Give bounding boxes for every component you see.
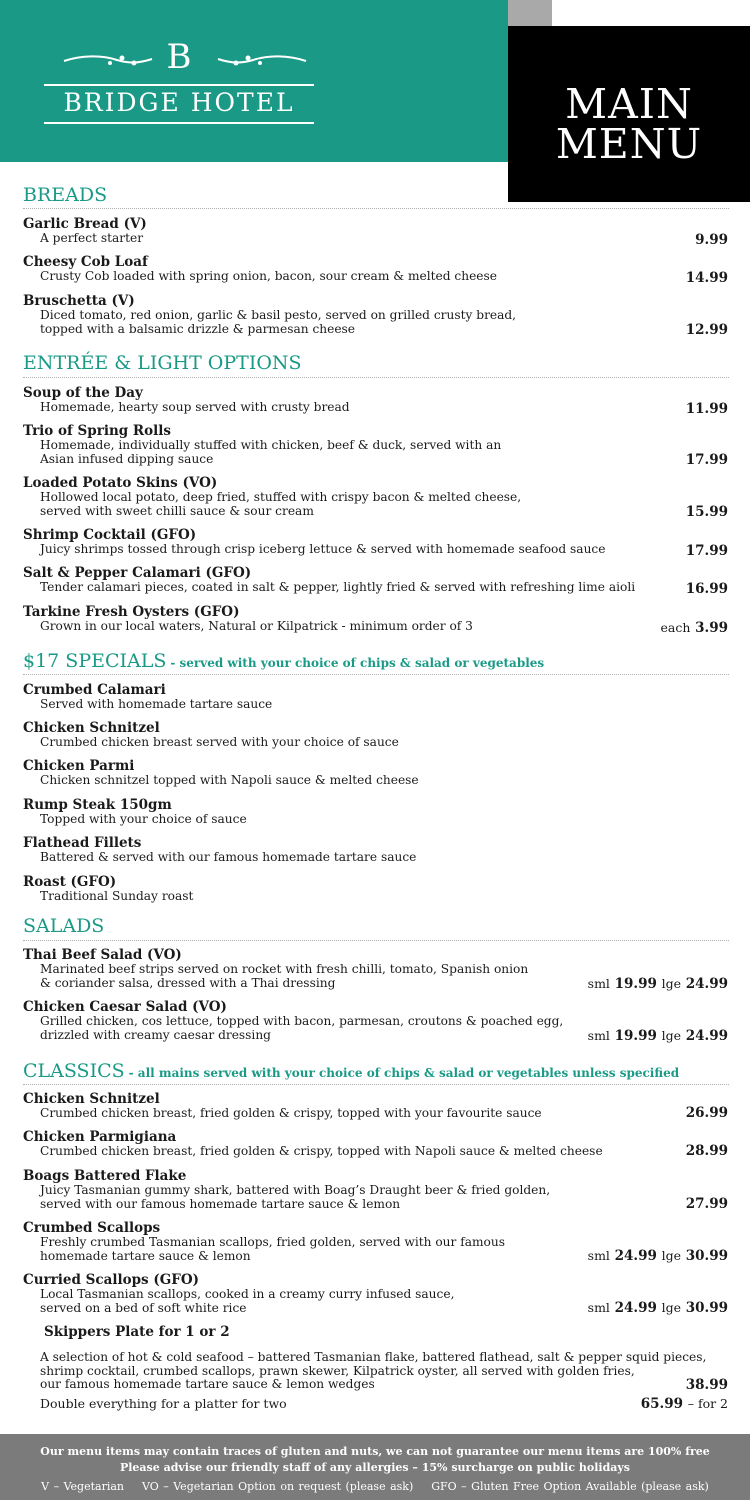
- item-price: 17.99: [685, 452, 728, 468]
- item-price: each 3.99: [660, 620, 728, 636]
- item-price: 15.99: [685, 504, 728, 520]
- menu-item: Boags Battered Flake Juicy Tasmanian gummy shark, battered with Boag’s Draught beer & fried golden, served with our famous homemade tartare sauce & lemon 27.99: [23, 1168, 728, 1212]
- menu-item: Tarkine Fresh Oysters (GFO) Grown in our local waters, Natural or Kilpatrick - minimum order of 3 each 3.99: [23, 604, 728, 636]
- hotel-name: BRIDGE HOTEL: [63, 88, 295, 117]
- menu-item: Garlic Bread (V) A perfect starter 9.99: [23, 216, 728, 248]
- menu-item: Crumbed Calamari Served with homemade tartare sauce: [23, 682, 273, 711]
- section-divider: [23, 940, 729, 941]
- section-title-breads: BREADS: [23, 184, 108, 206]
- menu-item: Salt & Pepper Calamari (GFO) Tender calamari pieces, coated in salt & pepper, lightly fried & served with refreshing lime aioli 16.99: [23, 565, 728, 597]
- menu-item: Chicken Caesar Salad (VO) Grilled chicken, cos lettuce, topped with bacon, parmesan, croutons & poached egg, drizzled with creamy caesar dressing sml 19.99 lge 24.99: [23, 999, 728, 1044]
- item-price: sml 24.99 lge 30.99: [587, 1300, 728, 1316]
- item-price: 65.99 – for 2: [640, 1396, 728, 1412]
- item-price: sml 24.99 lge 30.99: [587, 1248, 728, 1264]
- item-price: 17.99: [685, 543, 728, 559]
- menu-item: Chicken Parmi Chicken schnitzel topped with Napoli sauce & melted cheese: [23, 758, 419, 787]
- item-price: 16.99: [685, 581, 728, 597]
- footer-notice: [0, 1434, 750, 1500]
- surcharge-notice: Please advise our friendly staff of any allergies – 15% surcharge on public holidays: [119, 1461, 630, 1474]
- item-price: 12.99: [685, 322, 728, 338]
- menu-item: Bruschetta (V) Diced tomato, red onion, garlic & basil pesto, served on grilled crusty bread, topped with a balsamic drizzle & parmesan cheese 12.99: [23, 293, 728, 338]
- menu-item: Loaded Potato Skins (VO) Hollowed local potato, deep fried, stuffed with crispy bacon & melted cheese, served with sweet chilli sauce & sour cream 15.99: [23, 475, 728, 520]
- menu-item: Chicken Schnitzel Crumbed chicken breast, fried golden & crispy, topped with your favourite sauce 26.99: [23, 1091, 728, 1121]
- item-price: 14.99: [685, 270, 728, 286]
- menu-item: Crumbed Scallops Freshly crumbed Tasmanian scallops, fried golden, served with our famous homemade tartare sauce & lemon sml 24.99 lge 30.99: [23, 1220, 728, 1264]
- bridge-hotel-logo: [44, 37, 314, 130]
- menu-item: Cheesy Cob Loaf Crusty Cob loaded with spring onion, bacon, sour cream & melted cheese 14.99: [23, 254, 728, 286]
- item-price: 9.99: [695, 232, 728, 248]
- dietary-legend: V – Vegetarian VO – Vegetarian Option on request (please ask) GFO – Gluten Free Option Available (please ask): [41, 1480, 709, 1493]
- grey-accent-strip: [508, 0, 552, 26]
- section-divider: [23, 674, 729, 675]
- menu-title: MAIN MENU: [555, 80, 703, 168]
- right-flourish-icon: [213, 54, 308, 68]
- item-price: sml 19.99 lge 24.99: [587, 1028, 728, 1044]
- item-price: 27.99: [685, 1196, 728, 1212]
- logo-rule-bottom: [44, 122, 314, 124]
- logo-monogram: B: [166, 37, 192, 77]
- section-title-specials: $17 SPECIALS - served with your choice of chips & salad or vegetables: [23, 650, 545, 672]
- item-price: 38.99: [685, 1377, 728, 1393]
- logo-rule-top: [44, 84, 314, 86]
- section-title-classics: CLASSICS - all mains served with your choice of chips & salad or vegetables unless specified: [23, 1060, 680, 1082]
- item-price: 28.99: [685, 1143, 728, 1159]
- menu-item: Shrimp Cocktail (GFO) Juicy shrimps tossed through crisp iceberg lettuce & served with homemade seafood sauce 17.99: [23, 527, 728, 559]
- menu-item: Rump Steak 150gm Topped with your choice of sauce: [23, 797, 247, 826]
- allergen-notice: Our menu items may contain traces of gluten and nuts, we can not guarantee our menu items are 100% free: [40, 1445, 710, 1458]
- item-price: 11.99: [685, 401, 728, 417]
- menu-title-box: [508, 26, 750, 202]
- skippers-plate: Skippers Plate for 1 or 2 A selection of hot & cold seafood – battered Tasmanian flake, battered flathead, salt & pepper squid pieces, shrimp cocktail, crumbed scallops, prawn skewer, Kilpatrick oyster, all served with golden fries, our famous homemade tartare sauce & lemon wedges 38.99: [40, 1324, 728, 1393]
- section-divider: [23, 208, 729, 209]
- menu-item: Curried Scallops (GFO) Local Tasmanian scallops, cooked in a creamy curry infused sauce, served on a bed of soft white rice sml 24.99 lge 30.99: [23, 1272, 728, 1316]
- section-divider: [23, 1084, 729, 1085]
- menu-item: Roast (GFO) Traditional Sunday roast: [23, 874, 194, 903]
- item-price: sml 19.99 lge 24.99: [587, 976, 728, 992]
- menu-item: Flathead Fillets Battered & served with our famous homemade tartare sauce: [23, 835, 417, 864]
- section-title-entree: ENTRÉE & LIGHT OPTIONS: [23, 352, 302, 374]
- menu-item: Chicken Parmigiana Crumbed chicken breast, fried golden & crispy, topped with Napoli sauce & melted cheese 28.99: [23, 1129, 728, 1159]
- item-price: 26.99: [685, 1105, 728, 1121]
- menu-item: Trio of Spring Rolls Homemade, individually stuffed with chicken, beef & duck, served with an Asian infused dipping sauce 17.99: [23, 423, 728, 468]
- menu-item: Thai Beef Salad (VO) Marinated beef strips served on rocket with fresh chilli, tomato, Spanish onion & coriander salsa, dressed with a Thai dressing sml 19.99 lge 24.99: [23, 947, 728, 992]
- header-band: [0, 0, 508, 162]
- platter-for-two: Double everything for a platter for two 65.99 – for 2: [40, 1396, 728, 1412]
- section-divider: [23, 377, 729, 378]
- section-title-salads: SALADS: [23, 915, 105, 937]
- menu-item: Soup of the Day Homemade, hearty soup served with crusty bread 11.99: [23, 385, 728, 417]
- menu-item: Chicken Schnitzel Crumbed chicken breast served with your choice of sauce: [23, 720, 399, 749]
